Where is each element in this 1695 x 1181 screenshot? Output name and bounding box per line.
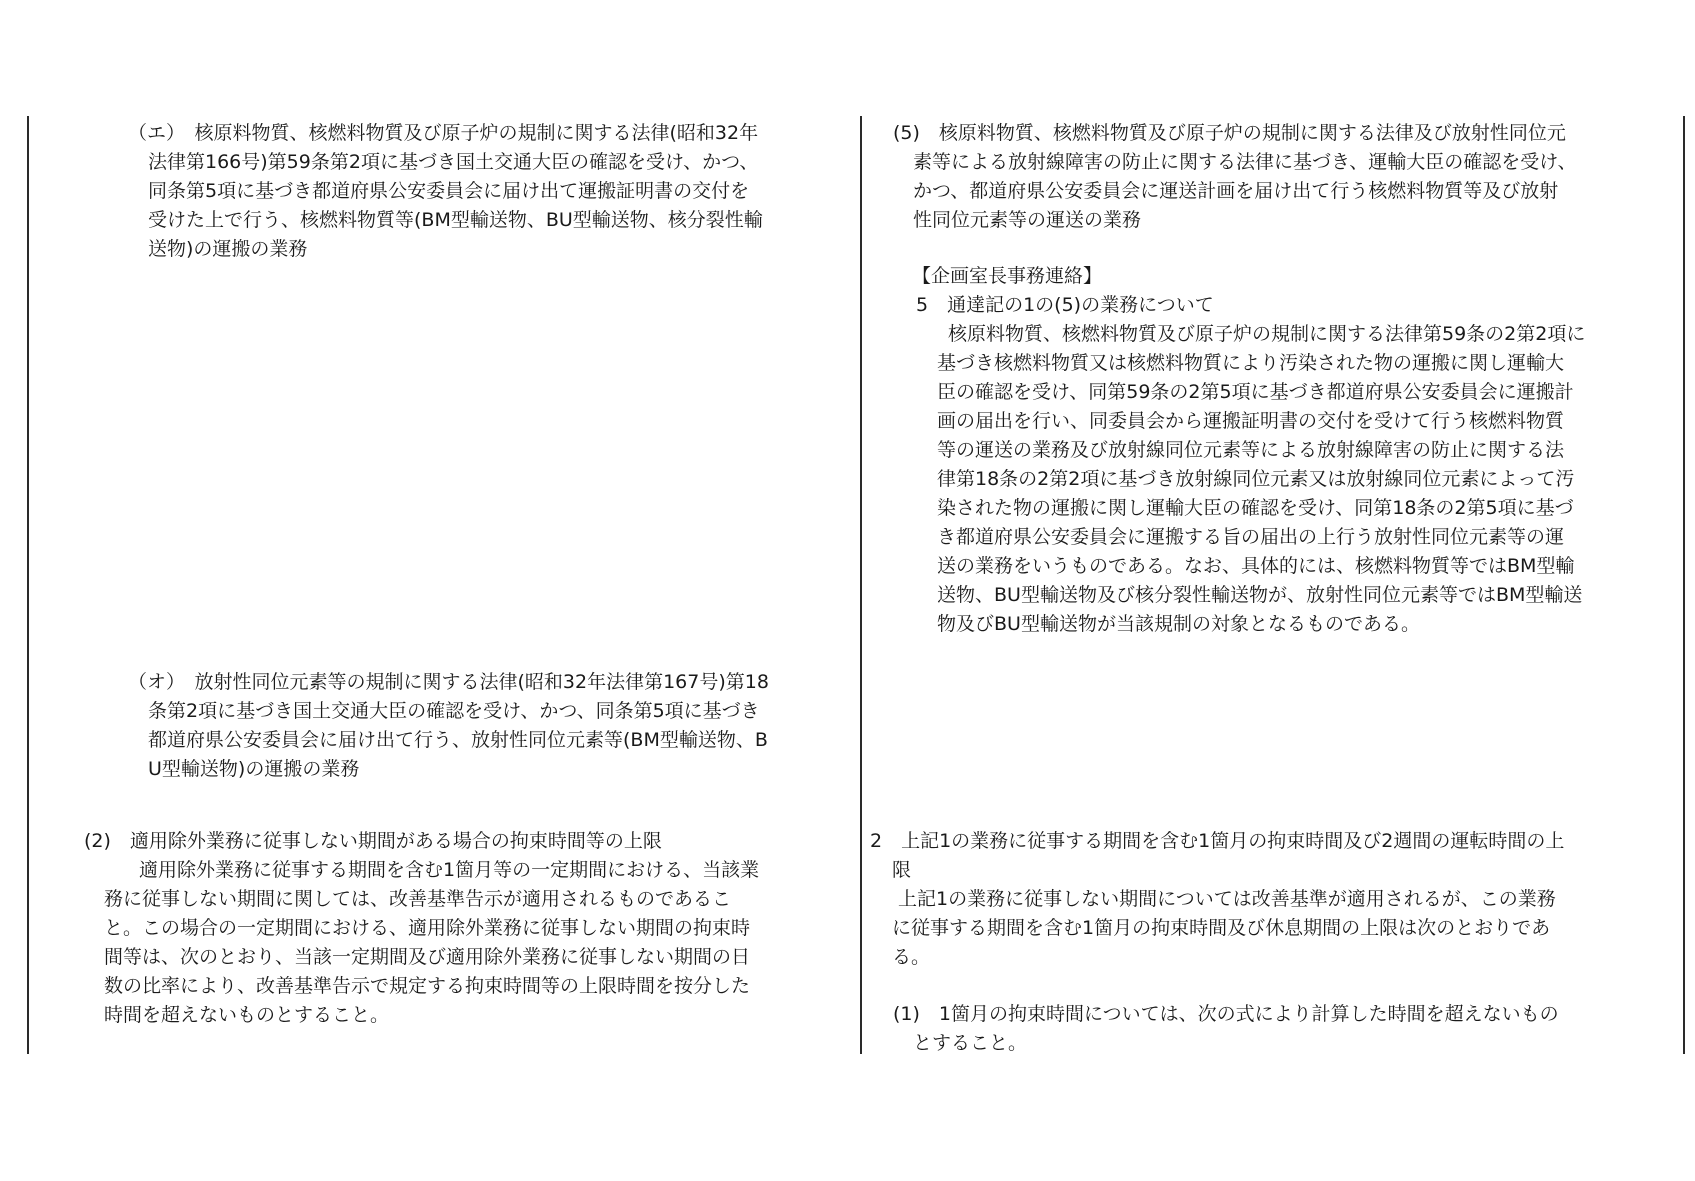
text-line: き都道府県公安委員会に運搬する旨の届出の上行う放射性同位元素等の運 xyxy=(937,526,1565,548)
text-line: 受けた上で行う、核燃料物質等(BM型輸送物、BU型輸送物、核分裂性輸 xyxy=(148,209,763,231)
left-item-o xyxy=(128,668,769,784)
left-section-2 xyxy=(84,827,759,1030)
left-border-line xyxy=(27,116,29,1054)
text-line: かつ、都道府県公安委員会に運送計画を届け出て行う核燃料物質等及び放射 xyxy=(913,180,1559,202)
text-line: 等の運送の業務及び放射線同位元素等による放射線障害の防止に関する法 xyxy=(937,439,1565,461)
text-line: 間等は、次のとおり、当該一定期間及び適用除外業務に従事しない期間の日 xyxy=(104,946,751,968)
right-item-5 xyxy=(893,119,1576,235)
text-line: 条第2項に基づき国土交通大臣の確認を受け、かつ、同条第5項に基づき xyxy=(148,700,760,722)
text-line: る。 xyxy=(892,946,931,968)
text-line: 都道府県公安委員会に届け出て行う、放射性同位元素等(BM型輸送物、B xyxy=(148,729,768,751)
text-line: 限 xyxy=(892,859,912,881)
right-notice xyxy=(912,262,1585,668)
text-line: 基づき核燃料物質又は核燃料物質により汚染された物の運搬に関し運輸大 xyxy=(937,352,1565,374)
text-line: 律第18条の2第2項に基づき放射線同位元素又は放射線同位元素によって汚 xyxy=(937,468,1575,490)
text-line: 送物)の運搬の業務 xyxy=(148,238,308,260)
text-line: 同条第5項に基づき都道府県公安委員会に届け出て運搬証明書の交付を xyxy=(148,180,750,202)
text-line: (1) 1箇月の拘束時間については、次の式により計算した時間を超えないもの xyxy=(893,1003,1559,1025)
text-line: （エ） 核原料物質、核燃料物質及び原子炉の規制に関する法律(昭和32年 xyxy=(128,122,759,144)
text-line: 物及びBU型輸送物が当該規制の対象となるものである。 xyxy=(937,613,1420,635)
text-line: 画の届出を行い、同委員会から運搬証明書の交付を受けて行う核燃料物質 xyxy=(937,410,1565,432)
text-line: 適用除外業務に従事する期間を含む1箇月等の一定期間における、当該業 xyxy=(139,859,760,881)
notice-heading: 【企画室長事務連絡】 xyxy=(912,265,1103,287)
right-section-2 xyxy=(870,827,1564,972)
text-line: とすること。 xyxy=(913,1032,1028,1054)
text-line: 臣の確認を受け、同第59条の2第5項に基づき都道府県公安委員会に運搬計 xyxy=(937,381,1574,403)
text-line: 送の業務をいうものである。なお、具体的には、核燃料物質等ではBM型輸 xyxy=(937,555,1575,577)
right-sub-1 xyxy=(893,1000,1559,1058)
text-line: U型輸送物)の運搬の業務 xyxy=(148,758,360,780)
text-line xyxy=(912,639,1585,668)
text-line: （オ） 放射性同位元素等の規制に関する法律(昭和32年法律第167号)第18 xyxy=(128,671,769,693)
text-line: (5) 核原料物質、核燃料物質及び原子炉の規制に関する法律及び放射性同位元 xyxy=(893,122,1566,144)
text-line: 送物、BU型輸送物及び核分裂性輸送物が、放射性同位元素等ではBM型輸送 xyxy=(937,584,1583,606)
text-line: 上記1の業務に従事しない期間については改善基準が適用されるが、この業務 xyxy=(898,888,1556,910)
section-heading: 2 上記1の業務に従事する期間を含む1箇月の拘束時間及び2週間の運転時間の上 xyxy=(870,830,1565,852)
text-line: に従事する期間を含む1箇月の拘束時間及び休息期間の上限は次のとおりであ xyxy=(892,917,1551,939)
text-line: 染された物の運搬に関し運輸大臣の確認を受け、同第18条の2第5項に基づ xyxy=(937,497,1574,519)
left-item-e xyxy=(128,119,763,264)
text-line: と。この場合の一定期間における、適用除外業務に従事しない期間の拘束時 xyxy=(104,917,751,939)
right-border-line xyxy=(1683,116,1685,1054)
notice-item-title: 5 通達記の1の(5)の業務について xyxy=(916,294,1214,316)
text-line: 務に従事しない期間に関しては、改善基準告示が適用されるものであるこ xyxy=(104,888,732,910)
text-line: 核原料物質、核燃料物質及び原子炉の規制に関する法律第59条の2第2項に xyxy=(948,323,1586,345)
text-line: 時間を超えないものとすること。 xyxy=(104,1004,390,1026)
text-line: 数の比率により、改善基準告示で規定する拘束時間等の上限時間を按分した xyxy=(104,975,751,997)
text-line: 法律第166号)第59条第2項に基づき国土交通大臣の確認を受け、かつ、 xyxy=(148,151,759,173)
text-line: 性同位元素等の運送の業務 xyxy=(913,209,1142,231)
section-heading: (2) 適用除外業務に従事しない期間がある場合の拘束時間等の上限 xyxy=(84,830,662,852)
column-divider-line xyxy=(860,116,862,1054)
text-line: 素等による放射線障害の防止に関する法律に基づき、運輸大臣の確認を受け、 xyxy=(913,151,1577,173)
